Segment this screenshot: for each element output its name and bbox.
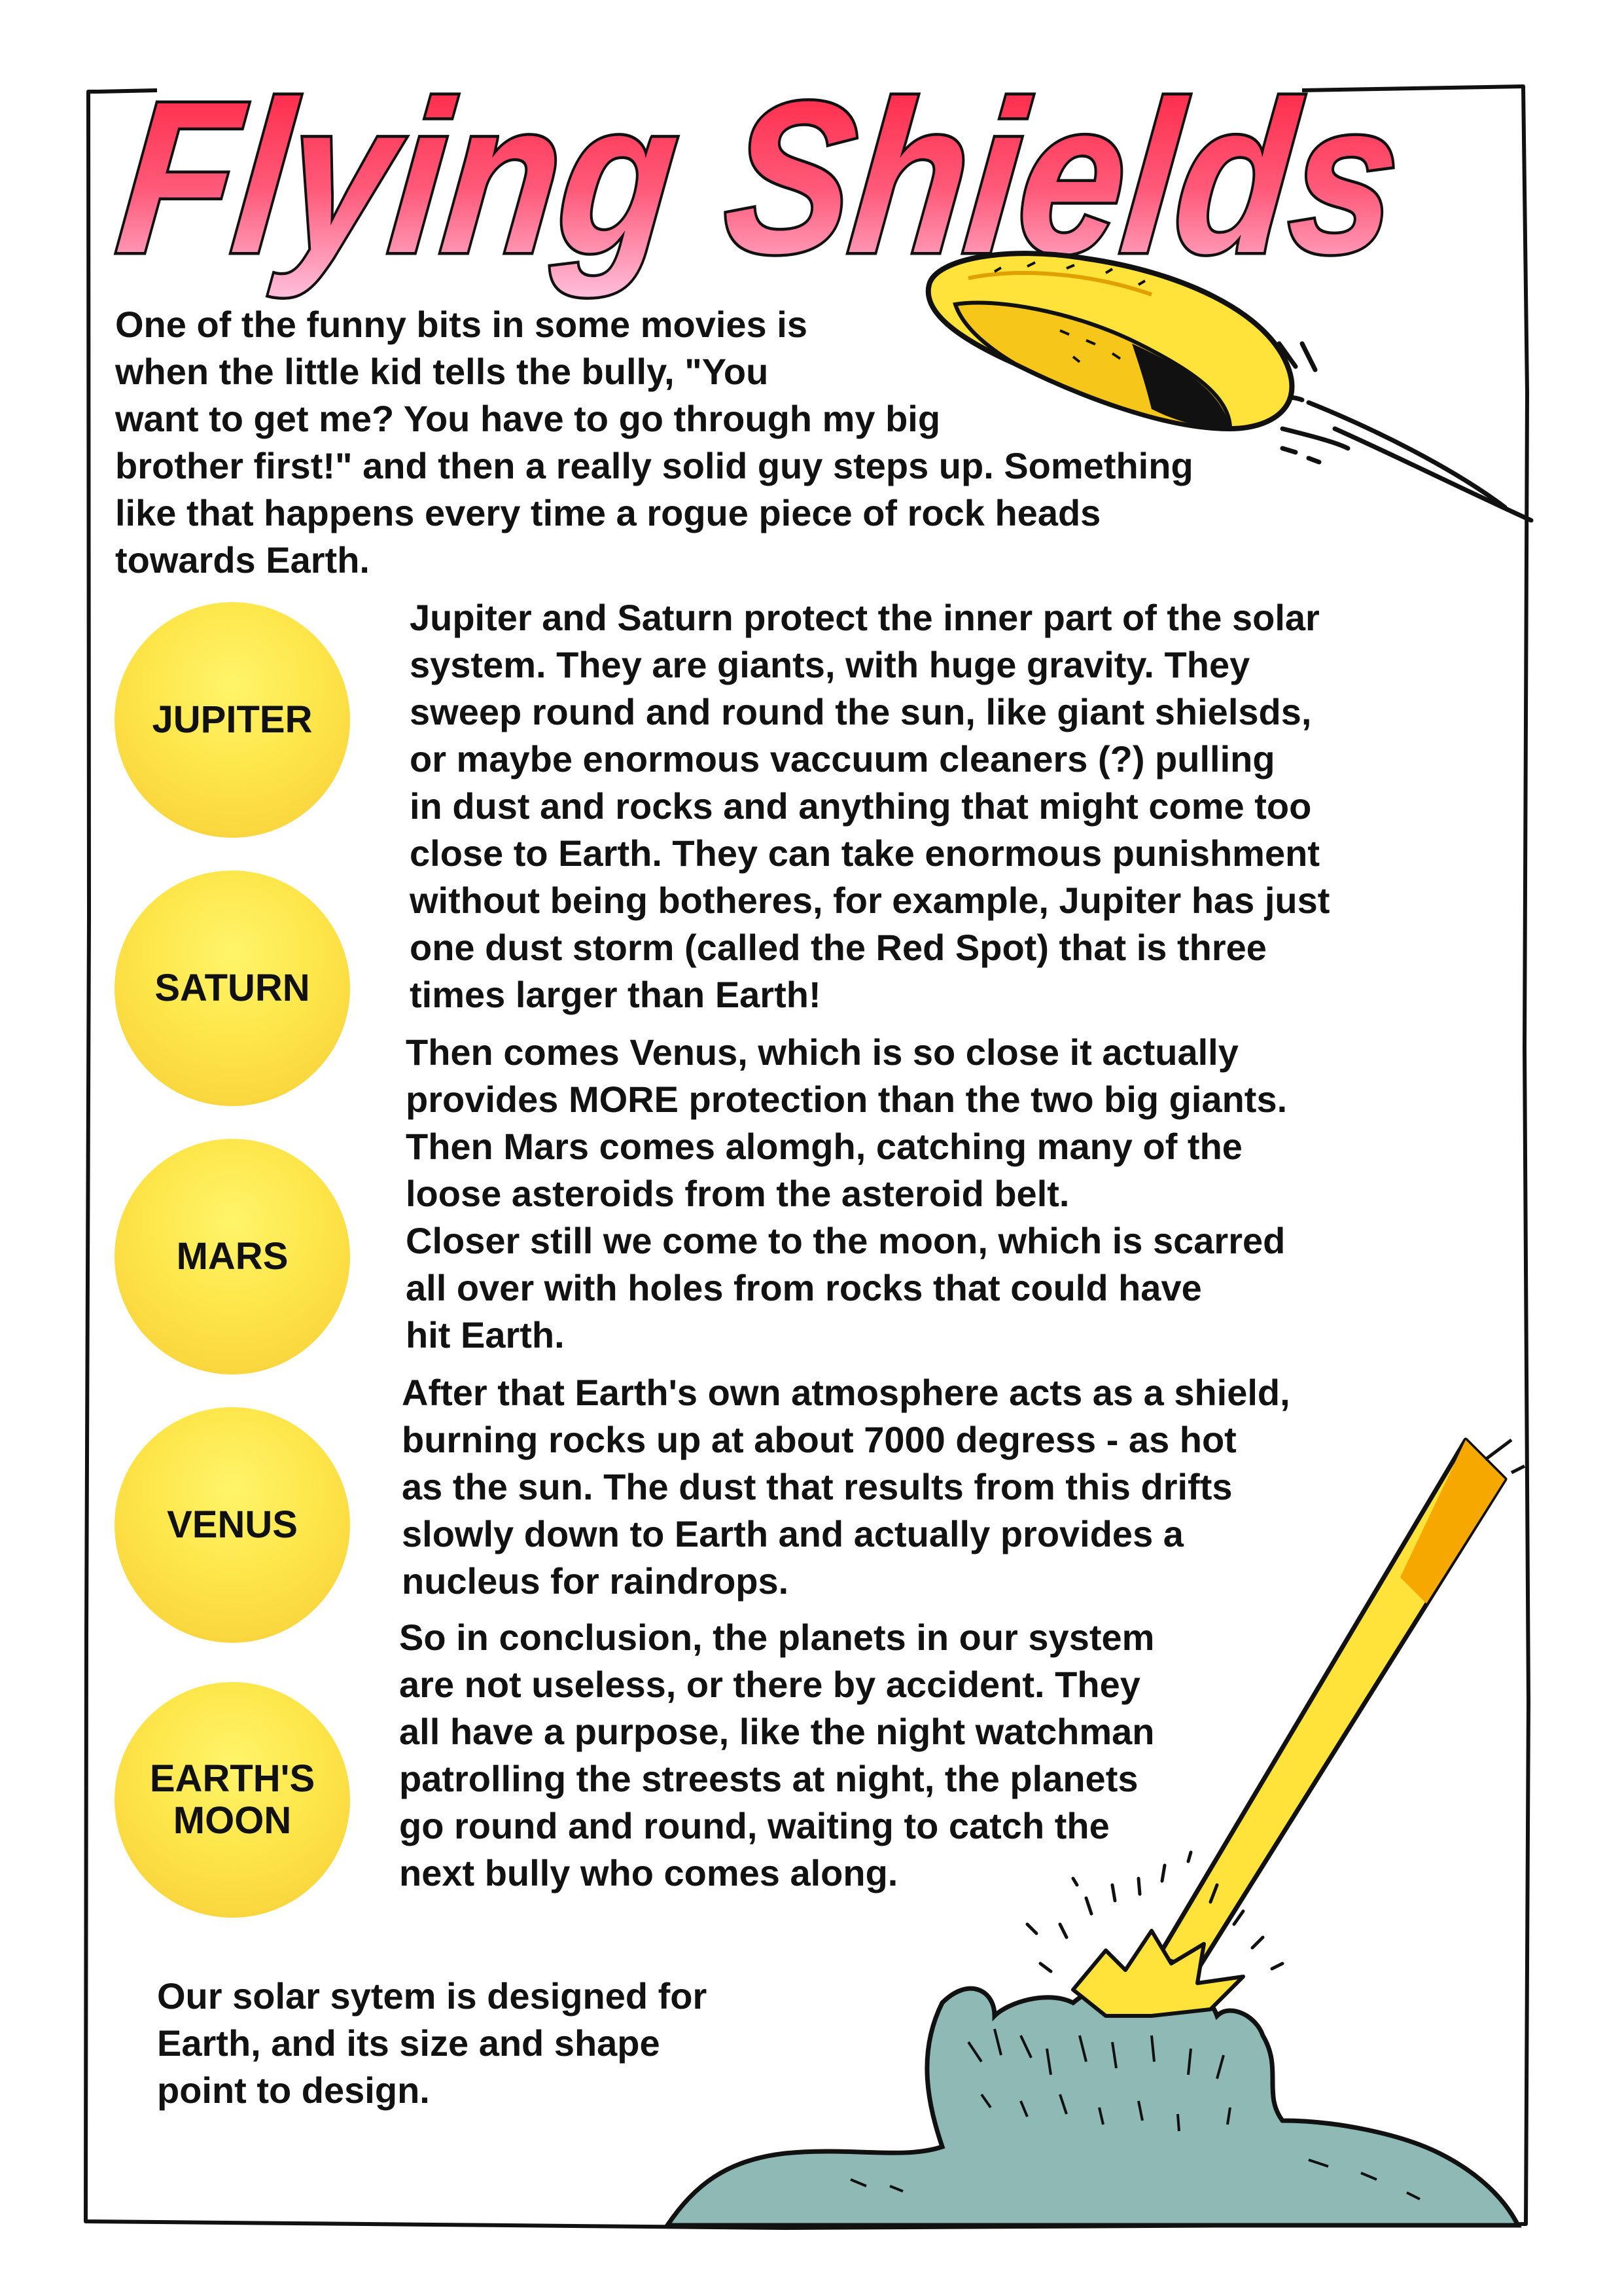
paragraph-jupiter-saturn: Jupiter and Saturn protect the inner part of the solar system. They are giants, with huge gravity. They sweep round and round the sun, like giant shielsds, or maybe enormous vaccuum cleaners (?) pulling in dust and rocks and anything that might come too close to Earth. They can take enormous punishment without being botheres, for example, Jupiter has just one dust storm (called the Red Spot) that is three times larger than Earth! [410,597,1330,1015]
paragraph-conclusion: So in conclusion, the planets in our system are not useless, or there by accident. They all have a purpose, like the night watchman patrolling the streests at night, the planets go round and round, waiting to catch the next bully who comes along. [399,1617,1155,1893]
planet-circle-earths-moon [115,1682,350,1918]
planet-label-saturn: SATURN [154,967,310,1009]
planet-circle-jupiter [115,602,350,838]
planet-circle-saturn [115,870,350,1106]
planet-label-mars: MARS [176,1235,289,1278]
meteor-splash-illustration [654,1427,1525,2225]
paragraph-venus-mars-moon: Then comes Venus, which is so close it actually provides MORE protection than the two big giants. Then Mars comes alomgh, catching many of the loose asteroids from the asteroid belt. Closer still we come to the moon, which is scarred all over with holes from rocks that could have hit Earth. [406,1031,1288,1355]
page-title-text: Flying Shields [109,56,1598,298]
planet-label-venus: VENUS [167,1503,298,1546]
intro-paragraph: One of the funny bits in some movies is when the little kid tells the bully, "You want to get me? You have to go through my big brother first!" and then a really solid guy steps up. Something like that happens every time a rogue piece of rock heads towards Earth. [115,304,1193,581]
paragraph-atmosphere: After that Earth's own atmosphere acts as a shield, burning rocks up at about 7000 degress - as hot as the sun. The dust that results from this drifts slowly down to Earth and actually provides a nucleus for raindrops. [402,1372,1290,1602]
footer-paragraph: Our solar sytem is designed for Earth, and its size and shape point to design. [157,1975,707,2111]
planet-circle-venus [115,1407,350,1643]
planet-label-jupiter: JUPITER [152,698,313,741]
planet-circle-mars [115,1139,350,1374]
planet-label-earths-moon: EARTH'S MOON [149,1757,315,1842]
